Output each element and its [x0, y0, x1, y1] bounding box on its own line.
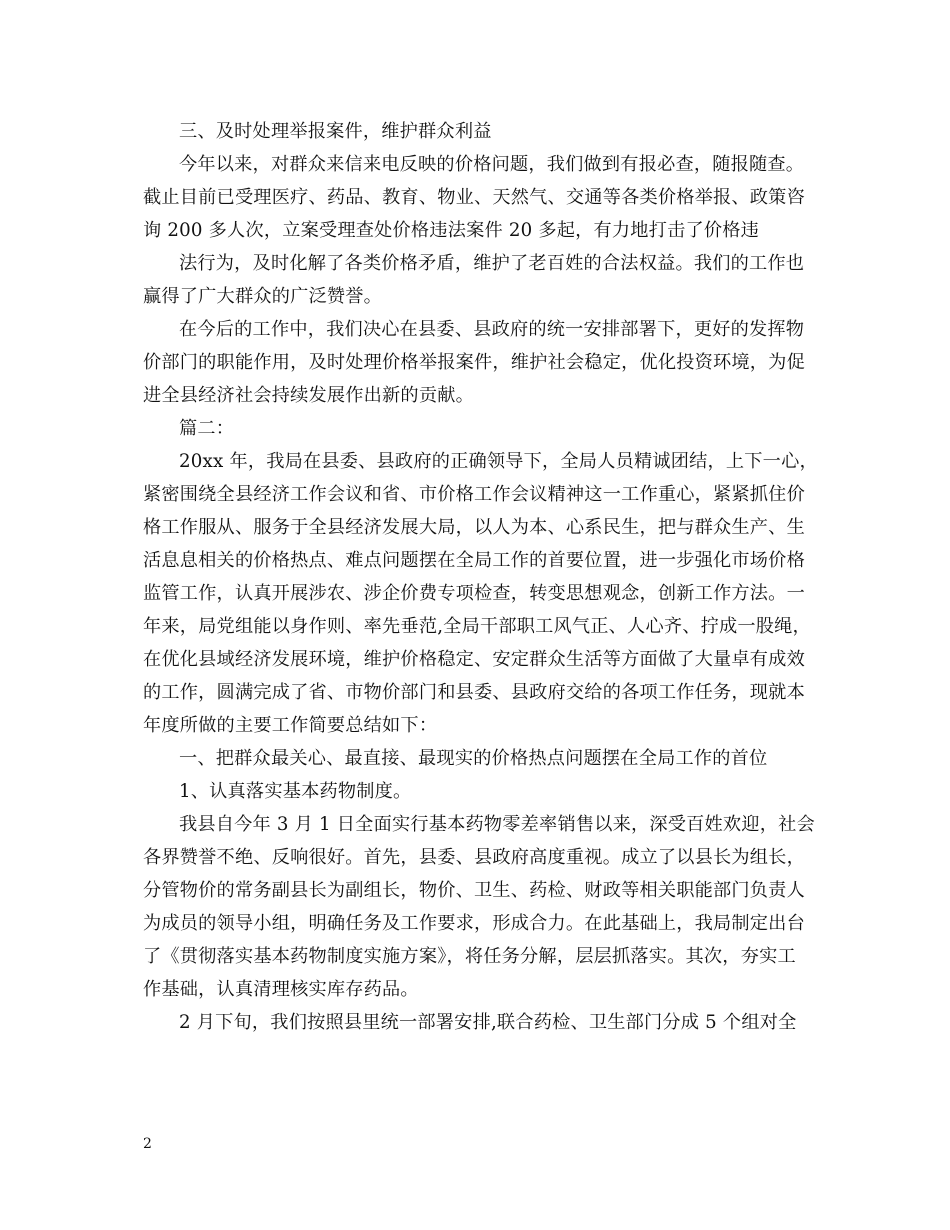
text-line: 年度所做的主要工作简要总结如下： — [143, 715, 438, 736]
text-line: 三、及时处理举报案件，维护群众利益 — [179, 121, 492, 142]
text-line: 活息息相关的价格热点、难点问题摆在全局工作的首要位置，进一步强化市场价格 — [143, 550, 805, 571]
text-line: 了《贯彻落实基本药物制度实施方案》，将任务分解，层层抓落实。其次，夯实工 — [143, 946, 796, 967]
text-line: 询 200 多人次，立案受理查处价格违法案件 20 多起，有力地打击了价格违 — [143, 220, 760, 241]
text-line: 1、认真落实基本药物制度。 — [179, 781, 412, 802]
text-line: 分管物价的常务副县长为副组长，物价、卫生、药检、财政等相关职能部门负责人 — [143, 880, 805, 901]
text-line: 监管工作，认真开展涉农、涉企价费专项检查，转变思想观念，创新工作方法。一 — [143, 583, 805, 604]
document-body — [143, 115, 833, 1039]
text-line: 年来，局党组能以身作则、率先垂范,全局干部职工风气正、人心齐、拧成一股绳， — [143, 616, 811, 637]
text-line: 各界赞誉不绝、反响很好。首先，县委、县政府高度重视。成立了以县长为组长， — [143, 847, 805, 868]
text-line: 今年以来，对群众来信来电反映的价格问题，我们做到有报必查，随报随查。 — [179, 154, 805, 175]
text-line: 价部门的职能作用，及时处理价格举报案件，维护社会稳定，优化投资环境，为促 — [143, 352, 805, 373]
text-line: 在今后的工作中，我们决心在县委、县政府的统一安排部署下，更好的发挥物 — [179, 319, 805, 340]
text-line: 作基础，认真清理核实库存药品。 — [143, 979, 419, 1000]
text-line: 2 月下旬，我们按照县里统一部署安排,联合药检、卫生部门分成 5 个组对全 — [179, 1012, 797, 1033]
text-line: 一、把群众最关心、最直接、最现实的价格热点问题摆在全局工作的首位 — [179, 748, 768, 769]
text-line: 进全县经济社会持续发展作出新的贡献。 — [143, 385, 474, 406]
text-line: 的工作，圆满完成了省、市物价部门和县委、县政府交给的各项工作任务，现就本 — [143, 682, 805, 703]
text-line: 20xx 年，我局在县委、县政府的正确领导下，全局人员精诚团结，上下一心， — [179, 451, 818, 472]
text-line: 法行为，及时化解了各类价格矛盾，维护了老百姓的合法权益。我们的工作也 — [179, 253, 805, 274]
text-line: 在优化县域经济发展环境，维护价格稳定、安定群众生活等方面做了大量卓有成效 — [143, 649, 805, 670]
text-line: 我县自今年 3 月 1 日全面实行基本药物零差率销售以来，深受百姓欢迎，社会 — [179, 814, 815, 835]
text-line: 紧密围绕全县经济工作会议和省、市价格工作会议精神这一工作重心，紧紧抓住价 — [143, 484, 805, 505]
text-line: 格工作服从、服务于全县经济发展大局，以人为本、心系民生，把与群众生产、生 — [143, 517, 805, 538]
text-line: 篇二： — [179, 418, 235, 439]
page-number: 2 — [143, 1136, 152, 1152]
text-line: 赢得了广大群众的广泛赞誉。 — [143, 286, 383, 307]
text-line: 截止目前已受理医疗、药品、教育、物业、天然气、交通等各类价格举报、政策咨 — [143, 187, 805, 208]
text-line: 为成员的领导小组，明确任务及工作要求，形成合力。在此基础上，我局制定出台 — [143, 913, 805, 934]
